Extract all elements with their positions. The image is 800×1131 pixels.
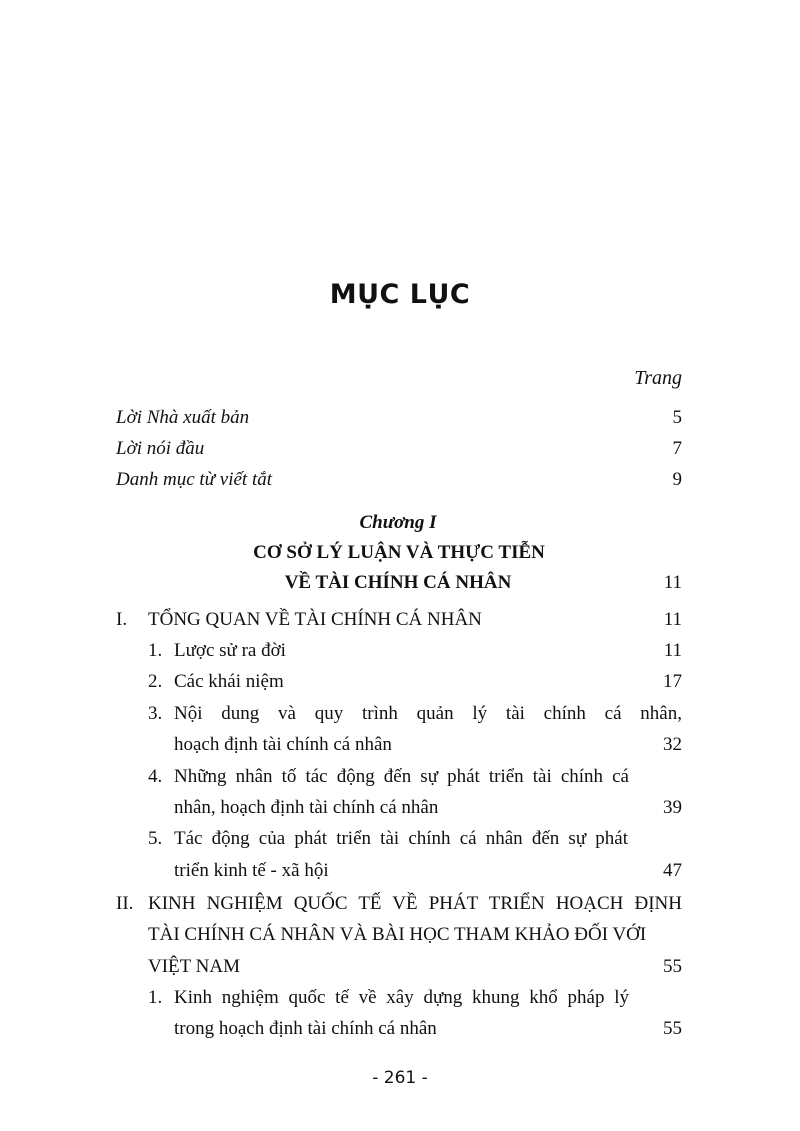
toc-entry-page: 32 bbox=[663, 734, 682, 755]
toc-entry-label: Tác động của phát triển tài chính cá nhân đến sự phát bbox=[174, 828, 628, 849]
toc-entry-label: TÀI CHÍNH CÁ NHÂN VÀ BÀI HỌC THAM KHẢO ĐỐI VỚI bbox=[148, 924, 647, 945]
chapter-label: Chương I bbox=[359, 512, 437, 533]
toc-entry-label: Lời Nhà xuất bản bbox=[116, 407, 250, 428]
item-numeral: 3. bbox=[148, 703, 163, 724]
toc-entry-page: 11 bbox=[663, 640, 682, 661]
toc-entry-label: Các khái niệm bbox=[174, 671, 284, 692]
item-numeral: 1. bbox=[148, 987, 163, 1008]
toc-entry-label: Kinh nghiệm quốc tế về xây dựng khung khổ pháp lý bbox=[174, 987, 629, 1008]
toc-entry-label: hoạch định tài chính cá nhân bbox=[174, 734, 392, 755]
page-column-label: Trang bbox=[634, 367, 682, 389]
toc-entry-label: Nội dung và quy trình quản lý tài chính cá nhân, bbox=[174, 703, 682, 724]
toc-entry-label: TỔNG QUAN VỀ TÀI CHÍNH CÁ NHÂN bbox=[148, 609, 482, 630]
toc-entry-label: trong hoạch định tài chính cá nhân bbox=[174, 1018, 437, 1039]
toc-entry-label: Lời nói đầu bbox=[116, 438, 205, 459]
toc-entry-label: triển kinh tế - xã hội bbox=[174, 860, 329, 881]
item-numeral: 2. bbox=[148, 671, 163, 692]
section-numeral: I. bbox=[116, 609, 128, 630]
toc-entry-page: 55 bbox=[663, 956, 682, 977]
item-numeral: 1. bbox=[148, 640, 163, 661]
toc-entry-page: 55 bbox=[663, 1018, 682, 1039]
toc-entry-label: Những nhân tố tác động đến sự phát triển tài chính cá bbox=[174, 766, 629, 787]
toc-entry-page: 9 bbox=[672, 469, 682, 490]
toc-entry-page: 11 bbox=[663, 609, 682, 630]
toc-entry-label: VIỆT NAM bbox=[148, 956, 241, 977]
toc-entry-page: 5 bbox=[672, 407, 682, 428]
item-numeral: 4. bbox=[148, 766, 163, 787]
page-number: - 261 - bbox=[372, 1068, 428, 1088]
toc-entry-page: 7 bbox=[672, 438, 682, 459]
toc-entry-page: 47 bbox=[663, 860, 682, 881]
page-title: MỤC LỤC bbox=[329, 279, 471, 310]
toc-entry-label: Lược sử ra đời bbox=[174, 640, 286, 661]
toc-entry-page: 39 bbox=[663, 797, 682, 818]
toc-entry-page: 17 bbox=[663, 671, 682, 692]
toc-entry-label: nhân, hoạch định tài chính cá nhân bbox=[174, 797, 439, 818]
chapter-title-line: CƠ SỞ LÝ LUẬN VÀ THỰC TIỄN bbox=[253, 542, 545, 563]
item-numeral: 5. bbox=[148, 828, 163, 849]
chapter-title-line: VỀ TÀI CHÍNH CÁ NHÂN bbox=[284, 572, 512, 593]
toc-entry-page: 11 bbox=[663, 572, 682, 593]
toc-entry-label: KINH NGHIỆM QUỐC TẾ VỀ PHÁT TRIỂN HOẠCH ĐỊNH bbox=[148, 893, 682, 914]
section-numeral: II. bbox=[116, 893, 134, 914]
toc-entry-label: Danh mục từ viết tắt bbox=[116, 469, 272, 490]
